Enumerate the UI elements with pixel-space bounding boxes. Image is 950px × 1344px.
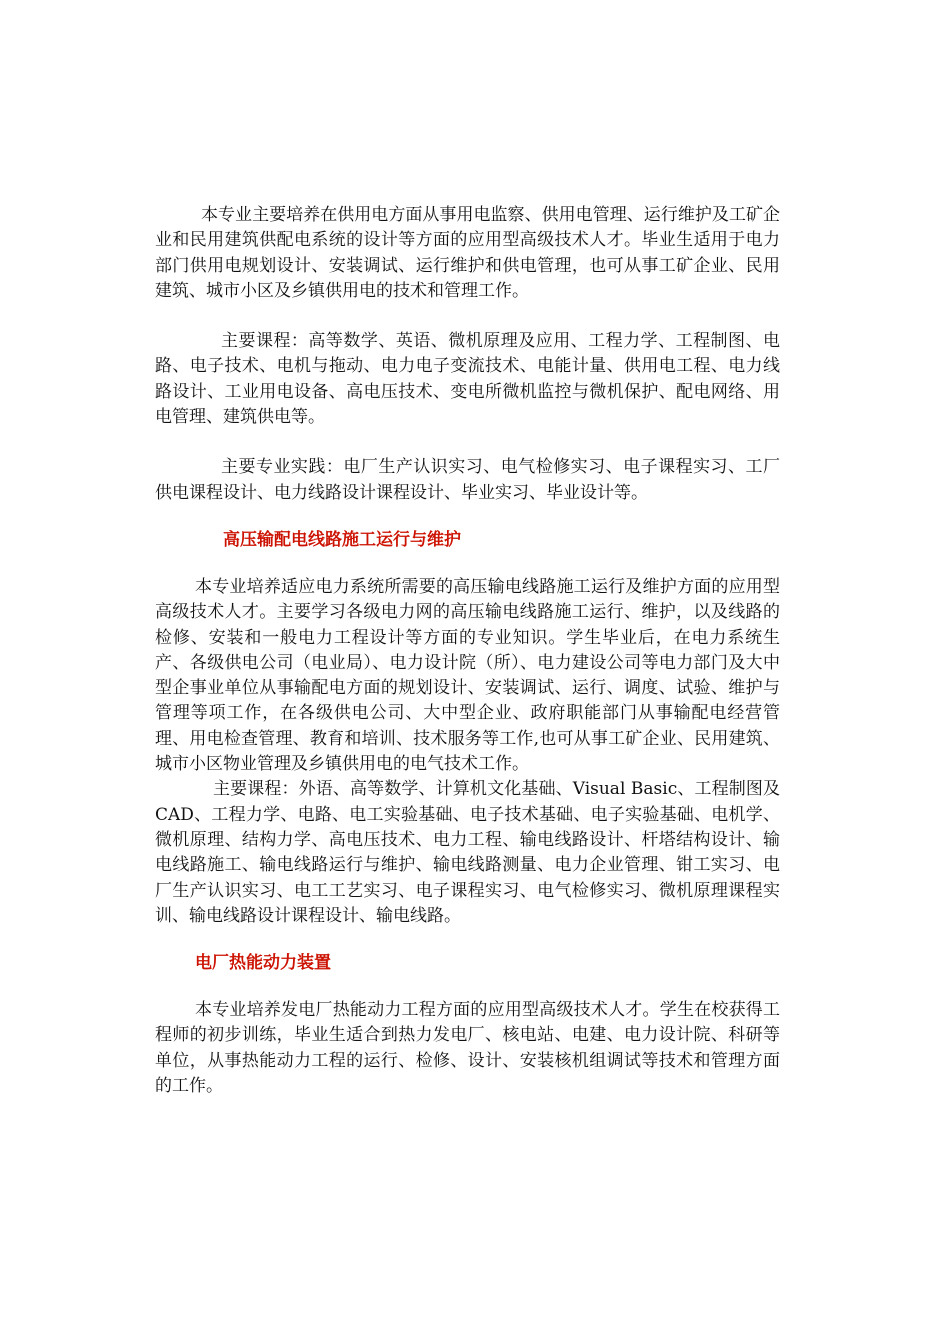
spacer	[155, 304, 780, 329]
section2-courses-paragraph: 主要课程：外语、高等数学、计算机文化基础、Visual Basic、工程制图及CAD、工程力学、电路、电工实验基础、电子技术基础、电子实验基础、电机学、微机原理、结构力学、高电压技术、电力工程、输电线路设计、杆塔结构设计、输电线路施工、输电线路运行与维护、输电线路测量、电力企业管理、钳工实习、电厂生产认识实习、电工工艺实习、电子课程实习、电气检修实习、微机原理课程实训、输电线路设计课程设计、输电线路。	[155, 779, 780, 926]
section1-courses-paragraph: 主要课程：高等数学、英语、微机原理及应用、工程力学、工程制图、电路、电子技术、电机与拖动、电力电子变流技术、电能计量、供用电工程、电力线路设计、工业用电设备、高电压技术、变电所微机监控与微机保护、配电网络、用电管理、建筑供电等。	[155, 331, 780, 428]
section2-intro-paragraph: 本专业培养适应电力系统所需要的高压输电线路施工运行及维护方面的应用型高级技术人才。主要学习各级电力网的高压输电线路施工运行、维护，以及线路的检修、安装和一般电力工程设计等方面的专业知识。学生毕业后，在电力系统生产、各级供电公司（电业局）、电力设计院（所）、电力建设公司等电力部门及大中型企事业单位从事输配电方面的规划设计、安装调试、运行、调度、试验、维护与管理等项工作，在各级供电公司、大中型企业、政府职能部门从事输配电经营管理、用电检查管理、教育和培训、技术服务等工作,也可从事工矿企业、民用建筑、城市小区物业管理及乡镇供用电的电气技术工作。	[155, 576, 780, 775]
section3-intro-paragraph: 本专业培养发电厂热能动力工程方面的应用型高级技术人才。学生在校获得工程师的初步训练，毕业生适合到热力发电厂、核电站、电建、电力设计院、科研等单位，从事热能动力工程的运行、检修、设计、安装核机组调试等技术和管理方面的工作。	[155, 1000, 780, 1097]
section2-heading: 高压输配电线路施工运行与维护	[223, 529, 461, 550]
section1-practice-paragraph: 主要专业实践：电厂生产认识实习、电气检修实习、电子课程实习、工厂供电课程设计、电力线路设计课程设计、毕业实习、毕业设计等。	[155, 457, 780, 503]
spacer	[155, 976, 780, 998]
spacer	[155, 430, 780, 455]
spacer	[155, 506, 780, 528]
section1-intro-paragraph: 本专业主要培养在供用电方面从事用电监察、供用电管理、运行维护及工矿企业和民用建筑供配电系统的设计等方面的应用型高级技术人才。毕业生适用于电力部门供用电规划设计、安装调试、运行维护和供电管理，也可从事工矿企业、民用建筑、城市小区及乡镇供用电的技术和管理工作。	[155, 205, 780, 301]
section3-heading: 电厂热能动力装置	[195, 953, 331, 974]
spacer	[155, 929, 780, 951]
document-body	[155, 203, 780, 1099]
spacer	[155, 553, 780, 575]
